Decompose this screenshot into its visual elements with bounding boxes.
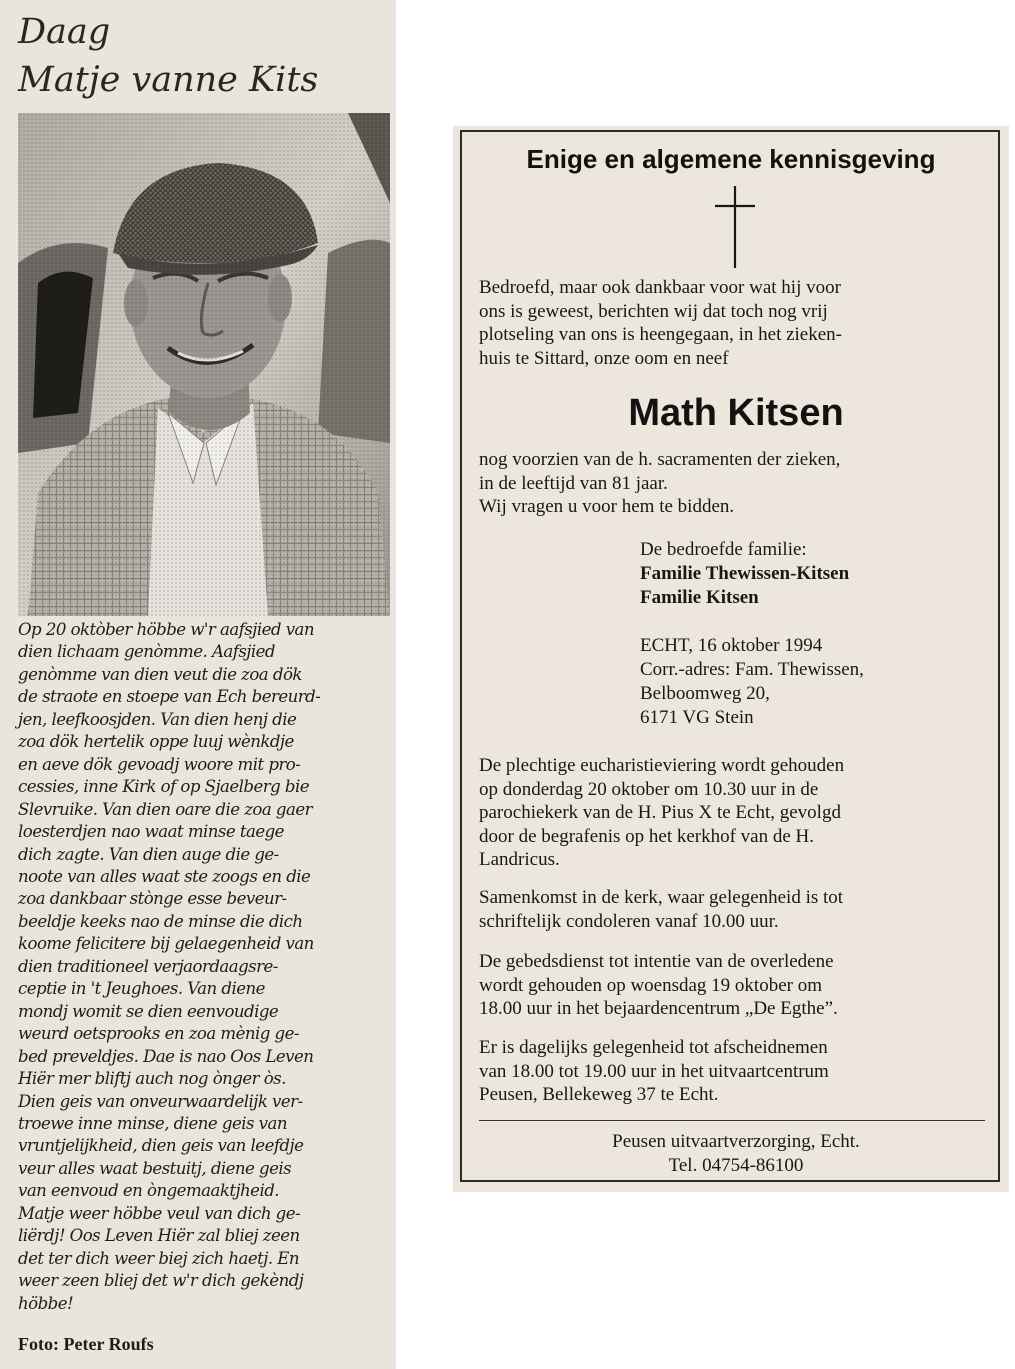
notice-line: ons is geweest, berichten wij dat toch nog vrij — [479, 300, 828, 322]
tribute-line: dien traditioneel verjaordaagsre- — [18, 956, 278, 976]
family-name: Familie Kitsen — [640, 587, 759, 608]
notice-line: huis te Sittard, onze oom en neef — [479, 347, 729, 369]
tribute-line: troewe inne minse, diene geis van — [18, 1113, 287, 1133]
tribute-line: beeldje keeks nao de minse die dich — [18, 911, 303, 931]
headline-line: Matje vanne Kits — [18, 60, 319, 100]
notice-line: schriftelijk condoleren vanaf 10.00 uur. — [479, 910, 779, 932]
tribute-line: Dien geis van onveurwaardelijk ver- — [18, 1091, 303, 1111]
footer-divider — [479, 1120, 985, 1121]
family-block — [640, 538, 990, 610]
correspondence-line: Belboomweg 20, — [640, 683, 770, 704]
tribute-line: noote van alles waat ste zoogs en die — [18, 866, 311, 886]
notice-line: Peusen, Bellekeweg 37 te Echt. — [479, 1084, 719, 1105]
notice-line: parochiekerk van de H. Pius X te Echt, gevolgd — [479, 802, 841, 823]
tribute-line: dien lichaam genòmme. Aafsjied — [18, 642, 275, 662]
photo-credit: Foto: Peter Roufs — [18, 1334, 154, 1354]
place-date: ECHT, 16 oktober 1994 — [640, 635, 823, 656]
tribute-text — [18, 619, 386, 1315]
portrait-photo — [18, 113, 390, 616]
notice-line: wordt gehouden op woensdag 19 oktober om — [479, 974, 822, 996]
tribute-line: jen, leefkoosjden. Van dien henj die — [18, 709, 297, 729]
prayer-paragraph — [479, 950, 995, 1021]
newspaper-clipping-notice — [453, 126, 1009, 1192]
notice-line: nog voorzien van de h. sacramenten der zieken, — [479, 449, 841, 470]
tribute-line: van eenvoud en òngemaaktjheid. — [18, 1181, 280, 1201]
tribute-line: loesterdjen nao waat minse taege — [18, 822, 284, 842]
notice-footer — [453, 1130, 1009, 1178]
tribute-line: de straote en stoepe van Ech bereurd- — [18, 687, 321, 707]
service-paragraph — [479, 754, 995, 872]
tribute-line: koome felicitere bij gelaegenheid van — [18, 934, 314, 954]
family-label: De bedroefde familie: — [640, 539, 807, 560]
farewell-paragraph — [479, 1036, 995, 1107]
notice-line: Landricus. — [479, 849, 560, 870]
notice-line: De gebedsdienst tot intentie van de overledene — [479, 951, 834, 972]
headline-line: Daag — [18, 12, 111, 52]
tribute-line: weurd oetsprooks en zoa mènig ge- — [18, 1024, 299, 1044]
address-block — [640, 634, 990, 730]
notice-line: Samenkomst in de kerk, waar gelegenheid is tot — [479, 887, 844, 908]
undertaker-phone: Tel. 04754-86100 — [668, 1155, 804, 1176]
tribute-line: Op 20 oktòber höbbe w'r aafsjied van — [18, 620, 315, 639]
tribute-line: vruntjelijkheid, dien geis van leefdje — [18, 1136, 304, 1156]
cross-icon — [715, 186, 755, 268]
notice-line: 18.00 uur in het bejaardencentrum „De Egthe”. — [479, 998, 838, 1019]
family-name: Familie Thewissen-Kitsen — [640, 563, 850, 584]
gathering-paragraph — [479, 886, 995, 933]
notice-details — [479, 448, 995, 519]
notice-line: Wij vragen u voor hem te bidden. — [479, 496, 735, 517]
tribute-line: det ter dich weer biej zich haetj. En — [18, 1248, 300, 1268]
tribute-line: zoa dök hertelik oppe luuj wènkdje — [18, 732, 294, 752]
notice-intro — [479, 276, 995, 370]
undertaker-name: Peusen uitvaartverzorging, Echt. — [612, 1131, 860, 1152]
tribute-line: genòmme van dien veut die zoa dök — [18, 664, 302, 684]
notice-line: Bedroefd, maar ook dankbaar voor wat hij voor — [479, 277, 841, 298]
notice-line: van 18.00 tot 19.00 uur in het uitvaartcentrum — [479, 1060, 829, 1082]
tribute-line: dich zagte. Van dien auge die ge- — [18, 844, 279, 864]
tribute-line: höbbe! — [18, 1293, 74, 1313]
article-headline — [18, 8, 390, 104]
notice-line: in de leeftijd van 81 jaar. — [479, 472, 668, 494]
newspaper-clipping-article — [0, 0, 396, 1369]
deceased-name: Math Kitsen — [628, 392, 844, 434]
tribute-line: veur alles waat bestuitj, diene geis — [18, 1158, 292, 1178]
tribute-line: weer zeen bliej det w'r dich gekèndj — [18, 1271, 304, 1291]
tribute-line: cessies, inne Kirk of op Sjaelberg bie — [18, 777, 310, 797]
tribute-line: Matje weer höbbe veul van dich ge- — [18, 1203, 301, 1223]
tribute-line: ceptie in 't Jeughoes. Van diene — [18, 979, 265, 999]
notice-line: plotseling van ons is heengegaan, in het zieken- — [479, 324, 843, 345]
notice-line: Er is dagelijks gelegenheid tot afscheidnemen — [479, 1037, 828, 1058]
notice-line: door de begrafenis op het kerkhof van de H. — [479, 825, 815, 847]
correspondence-line: Corr.-adres: Fam. Thewissen, — [640, 659, 864, 680]
tribute-line: mondj womit se dien eenvoudige — [18, 1001, 279, 1021]
tribute-line: Hiër mer bliftj auch nog ònger òs. — [18, 1069, 286, 1089]
notice-line: De plechtige eucharistieviering wordt gehouden — [479, 755, 845, 776]
tribute-line: en aeve dök gevoadj woore mit pro- — [18, 754, 301, 774]
correspondence-line: 6171 VG Stein — [640, 707, 754, 728]
tribute-line: Slevruike. Van dien oare die zoa gaer — [18, 799, 312, 819]
notice-heading: Enige en algemene kennisgeving — [526, 144, 936, 174]
tribute-line: bed preveldjes. Dae is nao Oos Leven — [18, 1046, 314, 1066]
notice-line: op donderdag 20 oktober om 10.30 uur in de — [479, 778, 819, 800]
tribute-line: liërdj! Oos Leven Hiër zal bliej zeen — [18, 1226, 300, 1246]
tribute-line: zoa dankbaar stònge esse beveur- — [18, 889, 287, 909]
